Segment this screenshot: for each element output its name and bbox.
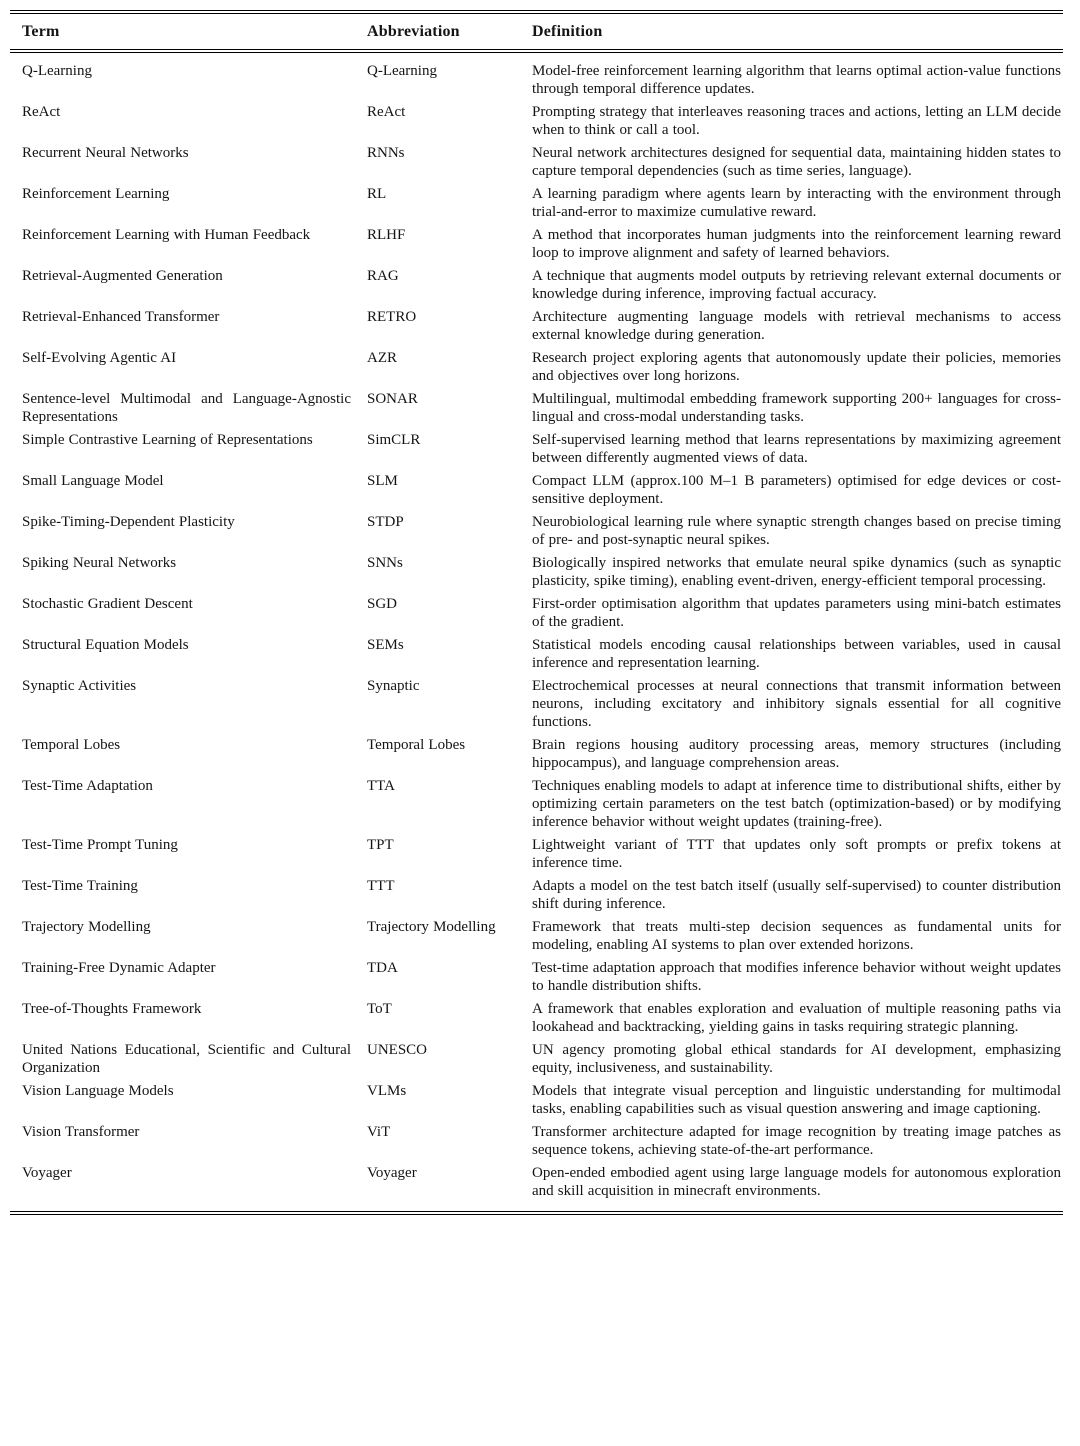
term-cell: Test-Time Prompt Tuning	[22, 837, 178, 853]
term-cell: United Nations Educational, Scientific and Cultural Organization	[22, 1042, 351, 1076]
abbreviation-cell: SONAR	[367, 391, 418, 407]
table-row	[10, 1077, 1063, 1118]
abbreviation-cell: AZR	[367, 350, 397, 366]
definition-cell: Architecture augmenting language models with retrieval mechanisms to access external knowledge during generation.	[532, 309, 1061, 343]
abbreviation-cell: SNNs	[367, 555, 403, 571]
abbreviation-cell: SEMs	[367, 637, 404, 653]
term-cell: Retrieval-Enhanced Transformer	[22, 309, 220, 325]
term-cell: Structural Equation Models	[22, 637, 189, 653]
term-cell: Spike-Timing-Dependent Plasticity	[22, 514, 235, 530]
definition-cell: Model-free reinforcement learning algorithm that learns optimal action-value functions through temporal difference updates.	[532, 63, 1061, 97]
table-row	[10, 831, 1063, 872]
definition-cell: Neurobiological learning rule where synaptic strength changes based on precise timing of pre- and post-synaptic neural spikes.	[532, 514, 1061, 548]
term-cell: Synaptic Activities	[22, 678, 137, 694]
definition-cell: Compact LLM (approx.100 M–1 B parameters) optimised for edge devices or cost-sensitive deployment.	[532, 473, 1061, 507]
table-row	[10, 913, 1063, 954]
abbreviation-cell: ReAct	[367, 104, 406, 120]
abbreviation-cell: ViT	[367, 1124, 391, 1140]
table-row	[10, 1118, 1063, 1159]
definition-cell: First-order optimisation algorithm that updates parameters using mini-batch estimates of the gradient.	[532, 596, 1061, 630]
abbreviation-cell: SLM	[367, 473, 398, 489]
table-row	[10, 549, 1063, 590]
abbreviation-cell: Synaptic	[367, 678, 420, 694]
table-row	[10, 1159, 1063, 1213]
term-cell: Spiking Neural Networks	[22, 555, 177, 571]
table-row	[10, 872, 1063, 913]
table-row	[10, 426, 1063, 467]
definition-cell: Open-ended embodied agent using large language models for autonomous exploration and skill acquisition in minecraft environments.	[532, 1165, 1061, 1199]
column-header-term: Term	[10, 12, 367, 51]
column-header-definition: Definition	[532, 12, 1063, 51]
definition-cell: UN agency promoting global ethical standards for AI development, emphasizing equity, inclusiveness, and sustainability.	[532, 1042, 1061, 1076]
table-row	[10, 995, 1063, 1036]
definition-cell: Neural network architectures designed for sequential data, maintaining hidden states to capture temporal dependencies (such as time series, language).	[532, 145, 1061, 179]
term-cell: Training-Free Dynamic Adapter	[22, 960, 216, 976]
abbreviation-cell: SimCLR	[367, 432, 421, 448]
table-row	[10, 672, 1063, 731]
table-row	[10, 508, 1063, 549]
abbreviation-cell: ToT	[367, 1001, 392, 1017]
abbreviation-cell: SGD	[367, 596, 398, 612]
term-cell: Self-Evolving Agentic AI	[22, 350, 177, 366]
abbreviation-cell: TTA	[367, 778, 395, 794]
abbreviation-cell: Temporal Lobes	[367, 737, 466, 753]
abbreviation-cell: Voyager	[367, 1165, 417, 1181]
definition-cell: Lightweight variant of TTT that updates only soft prompts or prefix tokens at inference time.	[532, 837, 1061, 871]
table-row	[10, 731, 1063, 772]
glossary-table	[10, 10, 1063, 1215]
glossary-table-container	[10, 10, 1063, 1215]
column-header-abbreviation: Abbreviation	[367, 12, 532, 51]
term-cell: Test-Time Training	[22, 878, 138, 894]
term-cell: Test-Time Adaptation	[22, 778, 153, 794]
definition-cell: Brain regions housing auditory processing areas, memory structures (including hippocampus), and language comprehension areas.	[532, 737, 1061, 771]
definition-cell: Statistical models encoding causal relationships between variables, used in causal inference and representation learning.	[532, 637, 1061, 671]
term-cell: Small Language Model	[22, 473, 164, 489]
definition-cell: Framework that treats multi-step decision sequences as fundamental units for modeling, enabling AI systems to plan over extended horizons.	[532, 919, 1061, 953]
table-row	[10, 180, 1063, 221]
table-row	[10, 344, 1063, 385]
definition-cell: Adapts a model on the test batch itself (usually self-supervised) to counter distribution shift during inference.	[532, 878, 1061, 912]
table-row	[10, 221, 1063, 262]
table-row	[10, 590, 1063, 631]
definition-cell: A technique that augments model outputs by retrieving relevant external documents or knowledge during inference, improving factual accuracy.	[532, 268, 1061, 302]
abbreviation-cell: Q-Learning	[367, 63, 437, 79]
term-cell: Vision Transformer	[22, 1124, 140, 1140]
abbreviation-cell: UNESCO	[367, 1042, 428, 1058]
term-cell: Tree-of-Thoughts Framework	[22, 1001, 202, 1017]
header-row	[10, 12, 1063, 51]
glossary-body	[10, 51, 1063, 1213]
table-row	[10, 385, 1063, 426]
abbreviation-cell: Trajectory Modelling	[367, 919, 496, 935]
term-cell: Simple Contrastive Learning of Representations	[22, 432, 313, 448]
term-cell: Stochastic Gradient Descent	[22, 596, 193, 612]
table-row	[10, 1036, 1063, 1077]
table-row	[10, 954, 1063, 995]
term-cell: Reinforcement Learning	[22, 186, 170, 202]
definition-cell: A learning paradigm where agents learn by interacting with the environment through trial-and-error to maximize cumulative reward.	[532, 186, 1061, 220]
table-row	[10, 139, 1063, 180]
table-header	[10, 12, 1063, 51]
abbreviation-cell: RL	[367, 186, 387, 202]
term-cell: Voyager	[22, 1165, 72, 1181]
abbreviation-cell: RETRO	[367, 309, 417, 325]
term-cell: ReAct	[22, 104, 61, 120]
abbreviation-cell: RAG	[367, 268, 399, 284]
abbreviation-cell: RNNs	[367, 145, 405, 161]
definition-cell: Test-time adaptation approach that modifies inference behavior without weight updates to handle distribution shifts.	[532, 960, 1061, 994]
table-row	[10, 772, 1063, 831]
term-cell: Trajectory Modelling	[22, 919, 151, 935]
abbreviation-cell: TPT	[367, 837, 394, 853]
definition-cell: Research project exploring agents that autonomously update their policies, memories and objectives over long horizons.	[532, 350, 1061, 384]
table-row	[10, 262, 1063, 303]
definition-cell: Transformer architecture adapted for image recognition by treating image patches as sequence tokens, achieving state-of-the-art performance.	[532, 1124, 1061, 1158]
term-cell: Recurrent Neural Networks	[22, 145, 189, 161]
table-row	[10, 467, 1063, 508]
definition-cell: Biologically inspired networks that emulate neural spike dynamics (such as synaptic plasticity, spike timing), enabling event-driven, energy-efficient temporal processing.	[532, 555, 1061, 589]
definition-cell: Models that integrate visual perception and linguistic understanding for multimodal tasks, enabling capabilities such as visual question answering and image captioning.	[532, 1083, 1061, 1117]
table-row	[10, 303, 1063, 344]
table-row	[10, 631, 1063, 672]
abbreviation-cell: TDA	[367, 960, 398, 976]
term-cell: Temporal Lobes	[22, 737, 121, 753]
term-cell: Retrieval-Augmented Generation	[22, 268, 223, 284]
definition-cell: Prompting strategy that interleaves reasoning traces and actions, letting an LLM decide when to think or call a tool.	[532, 104, 1061, 138]
table-row	[10, 51, 1063, 98]
term-cell: Reinforcement Learning with Human Feedback	[22, 227, 311, 243]
abbreviation-cell: TTT	[367, 878, 395, 894]
definition-cell: Techniques enabling models to adapt at inference time to distributional shifts, either by optimizing certain parameters on the test batch (optimization-based) or by modifying inference behavior without weight updates (training-free).	[532, 778, 1061, 830]
term-cell: Vision Language Models	[22, 1083, 174, 1099]
term-cell: Q-Learning	[22, 63, 92, 79]
term-cell: Sentence-level Multimodal and Language-Agnostic Representations	[22, 391, 351, 425]
abbreviation-cell: VLMs	[367, 1083, 407, 1099]
abbreviation-cell: RLHF	[367, 227, 406, 243]
table-row	[10, 98, 1063, 139]
definition-cell: Electrochemical processes at neural connections that transmit information between neurons, including excitatory and inhibitory signals essential for all cognitive functions.	[532, 678, 1061, 730]
definition-cell: A framework that enables exploration and evaluation of multiple reasoning paths via lookahead and backtracking, yielding gains in tasks requiring strategic planning.	[532, 1001, 1061, 1035]
definition-cell: Multilingual, multimodal embedding framework supporting 200+ languages for cross-lingual and cross-modal understanding tasks.	[532, 391, 1061, 425]
definition-cell: Self-supervised learning method that learns representations by maximizing agreement between differently augmented views of data.	[532, 432, 1061, 466]
abbreviation-cell: STDP	[367, 514, 404, 530]
definition-cell: A method that incorporates human judgments into the reinforcement learning reward loop to improve alignment and safety of learned behaviors.	[532, 227, 1061, 261]
